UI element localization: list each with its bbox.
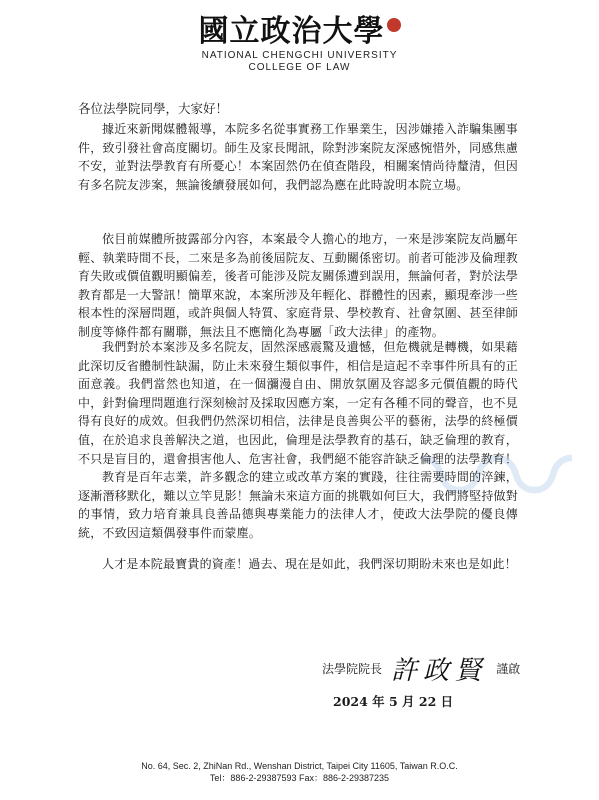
college-name-en: COLLEGE OF LAW [248, 62, 351, 73]
letterhead [0, 14, 599, 74]
paragraph-3: 我們對於本案涉及多名院友，固然深感震驚及遺憾，但危機就是轉機，如果藉此深切反省體制性缺漏，防止未來發生類似事件，相信是這起不幸事件所具有的正面意義。我們當然也知道，在一個瀰漫自由、開放氛圍及容認多元價值觀的時代中，針對倫理問題進行深刻檢討及採取因應方案，一定有各種不同的聲音，也不見得有良好的成效。但我們仍然深切相信，法律是良善與公平的藝術，法學的終極價值，在於追求良善解決之道，也因此，倫理是法學教育的基石，缺乏倫理的教育，不只是盲目的，還會損害他人、危害社會，我們絕不能容許缺乏倫理的法學教育！ [78, 340, 518, 466]
paragraph-5: 人才是本院最寶貴的資產！過去、現在是如此，我們深切期盼未來也是如此！ [102, 557, 517, 571]
signature-block [322, 650, 542, 687]
university-logo [0, 14, 599, 50]
university-name-en: NATIONAL CHENGCHI UNIVERSITY [201, 50, 398, 61]
university-name-cn: 國立政治大學 [198, 14, 385, 49]
handwritten-signature: 許政賢 [391, 656, 488, 686]
letter-date: 2024 年 5 月 22 日 [333, 694, 454, 709]
footer-contact: Tel：886-2-29387593 Fax：886-2-29387235 [209, 773, 390, 783]
paragraph-4: 教育是百年志業，許多觀念的建立或改革方案的實踐，往往需要時間的淬鍊，逐漸潛移默化，難以立竿見影！無論未來這方面的挑戰如何巨大，我們將堅持做對的事情，致力培育兼具良善品德與專業能力的法律人才，使政大法學院的優良傳統，不致因這類偶發事件而蒙塵。 [78, 470, 518, 540]
paragraph-1: 據近來新聞媒體報導，本院多名從事實務工作畢業生，因涉嫌捲入詐騙集團事件，致引發社會高度關切。師生及家長聞訊，除對涉案院友深感惋惜外，同感焦慮不安，並對法學教育有所憂心！本案固然仍在偵查階段，相關案情尚待釐清，但因有多名院友涉案，無論後續發展如何，我們認為應在此時說明本院立場。 [78, 122, 518, 192]
greeting: 各位法學院同學，大家好！ [78, 101, 229, 116]
footer-address: No. 64, Sec. 2, ZhiNan Rd., Wenshan District, Taipei City 11605, Taiwan R.O.C. [141, 761, 458, 771]
footer [0, 760, 599, 784]
paragraph-2: 依目前媒體所披露部分內容，本案最令人擔心的地方，一來是涉案院友尚屬年輕、執業時間不長，二來是多為前後屆院友、互動關係密切。前者可能涉及倫理教育失敗或價值觀明顯偏差，後者可能涉及院友關係遭到誤用，無論何者，對於法學教育都是一大警訊！簡單來說，本案所涉及年輕化、群體性的因素，顯現牽涉一些根本性的深層問題，或許與個人特質、家庭背景、學校教育、社會氛圍、甚至律師制度等條件都有關聯，無法且不應簡化為專屬「政大法律」的產物。 [78, 232, 518, 339]
seal-icon [387, 18, 401, 32]
watermark-calligraphy: 〰 [421, 393, 572, 567]
signature-closing: 謹啟 [496, 662, 521, 676]
letter-body [78, 98, 518, 571]
signature-title: 法學院院長 [322, 662, 383, 676]
